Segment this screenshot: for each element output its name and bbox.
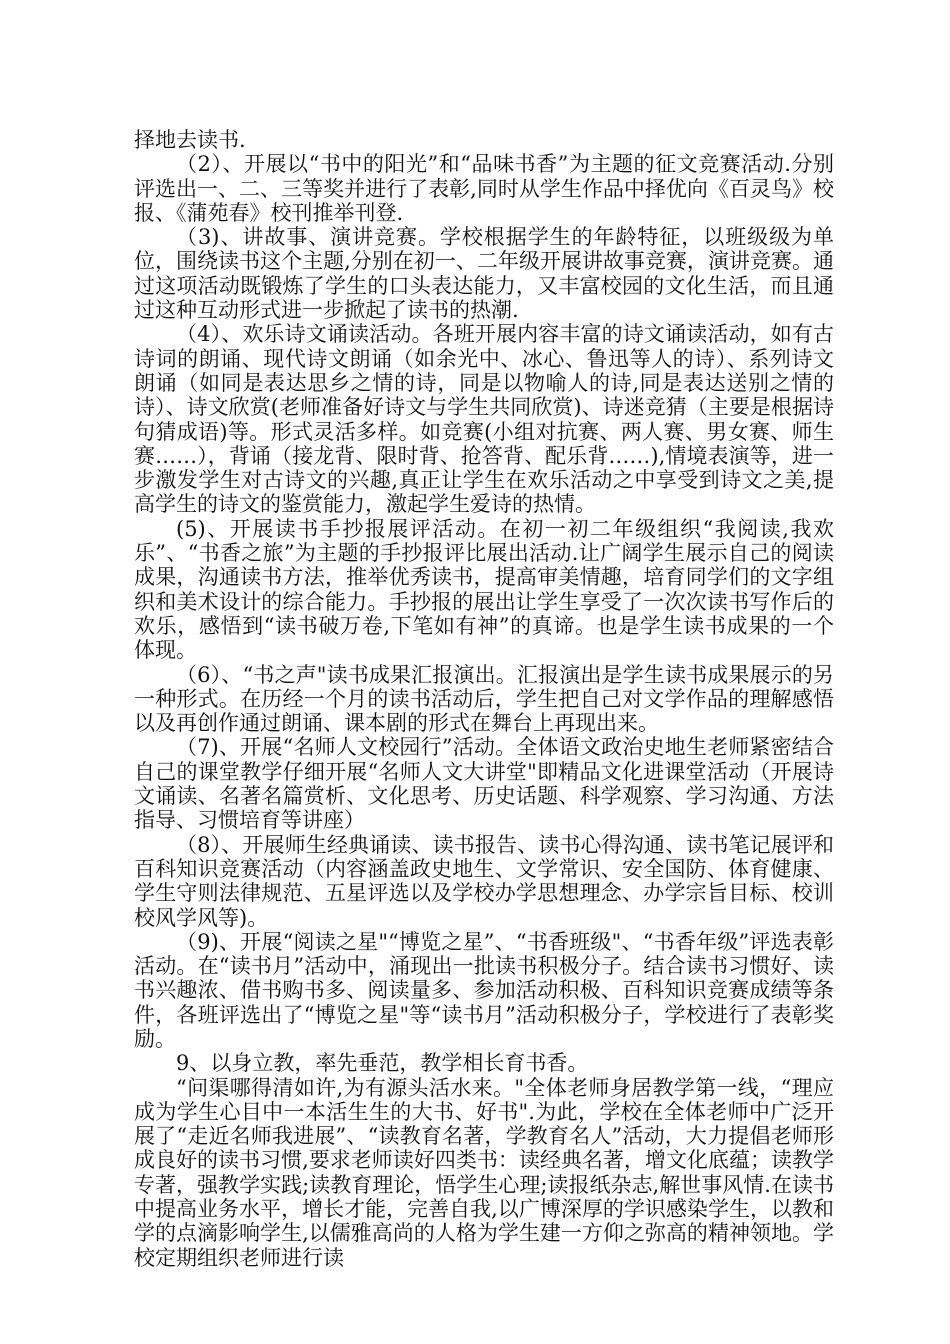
paragraph-continuation: 择地去读书. [134,128,246,152]
paragraph-item-4: （4）、欢乐诗文诵读活动。各班开展内容丰富的诗文诵读活动，如有古诗词的朗诵、现代诗文朗诵（如余光中、冰心、鲁迅等人的诗）、系列诗文朗诵（如同是表达思乡之情的诗，同是以物喻人的诗,同是表达送别之情的诗）、诗文欣赏(老师准备好诗文与学生共同欣赏)、诗迷竞猜（主要是根据诗句猜成语)等。形式灵活多样。如竞赛(小组对抗赛、两人赛、男女赛、师生赛……），背诵（接龙背、限时背、抢答背、配乐背……),情境表演等，进一步激发学生对古诗文的兴趣,真正让学生在欢乐活动之中享受到诗文之美,提高学生的诗文的鉴赏能力，激起学生爱诗的热情。 [134,322,834,517]
paragraph-item-5: (5)、开展读书手抄报展评活动。在初一初二年级组织“我阅读,我欢乐”、“书香之旅”为主题的手抄报评比展出活动.让广阔学生展示自己的阅读成果，沟通读书方法，推举优秀读书，提高审美情趣，培育同学们的文字组织和美术设计的综合能力。手抄报的展出让学生享受了一次次读书写作后的欢乐，感悟到“读书破万卷,下笔如有神”的真谛。也是学生读书成果的一个体现。 [134,516,834,663]
paragraph-item-8: （8）、开展师生经典诵读、读书报告、读书心得沟通、读书笔记展评和百科知识竞赛活动（内容涵盖政史地生、文学常识、安全国防、体育健康、学生守则法律规范、五星评选以及学校办学思想理念、办学宗旨目标、校训校风学风等)。 [134,832,834,930]
paragraph-item-9: （9)、开展“阅读之星"“博览之星”、“书香班级"、“书香年级”评选表彰活动。在“读书月”活动中，涌现出一批读书积极分子。结合读书习惯好、读书兴趣浓、借书购书多、阅读量多、参加活动积极、百科知识竞赛成绩等条件，各班评选出了“博览之星"等“读书月”活动积极分子，学校进行了表彰奖励。 [134,929,834,1051]
section-heading-9: 9、以身立教，率先垂范，教学相长育书香。 [176,1051,589,1076]
paragraph-item-3: （3)、讲故事、演讲竞赛。学校根据学生的年龄特征，以班级级为单位，围绕读书这个主题,分别在初一、二年级开展讲故事竞赛，演讲竞赛。通过这项活动既锻炼了学生的口头表达能力，又丰富校园的文化生活，而且通过这种互动形式进一步掀起了读书的热潮. [134,225,834,323]
paragraph-item-2: （2）、开展以“书中的阳光”和“品味书香”为主题的征文竞赛活动.分别评选出一、二、三等奖并进行了表彰,同时从学生作品中择优向《百灵鸟》校报、《蒲苑春》校刊推举刊登. [134,152,834,225]
document-body [134,128,834,1270]
paragraph-item-7: （7)、开展“名师人文校园行”活动。全体语文政治史地生老师紧密结合自己的课堂教学仔细开展“名师人文大讲堂"即精品文化进课堂活动（开展诗文诵读、名著名篇赏析、文化思考、历史话题、科学观察、学习沟通、方法指导、习惯培育等讲座） [134,735,834,833]
paragraph-teachers: “问渠哪得清如许,为有源头活水来。"全体老师身居教学第一线，“理应成为学生心目中一本活生生的大书、好书".为此，学校在全体老师中广泛开展了“走近名师我进展”、“读教育名著，学教育名人”活动，大力提倡老师形成良好的读书习惯,要求老师读好四类书：读经典名著，增文化底蕴；读教学专著，强教学实践;读教育理论，悟学生心理;读报纸杂志,解世事风情.在读书中提高业务水平，增长才能，完善自我,以广博深厚的学识感染学生，以教和学的点滴影响学生,以儒雅高尚的人格为学生建一方仰之弥高的精神领地。学校定期组织老师进行读 [134,1075,834,1270]
paragraph-item-6: （6）、“书之声"读书成果汇报演出。汇报演出是学生读书成果展示的另一种形式。在历经一个月的读书活动后，学生把自己对文学作品的理解感悟以及再创作通过朗诵、课本剧的形式在舞台上再现出来。 [134,662,834,736]
